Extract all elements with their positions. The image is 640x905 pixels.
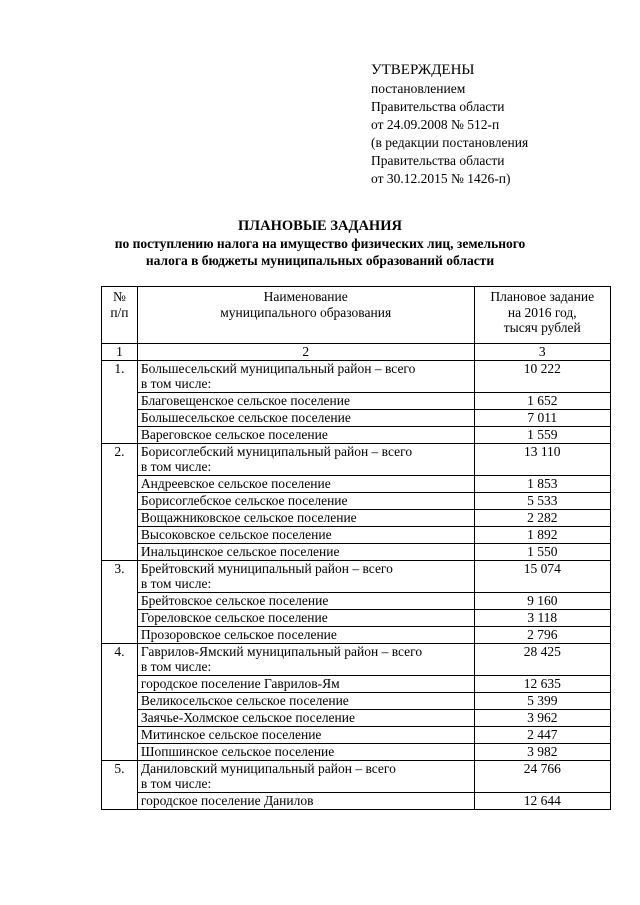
settlement-row xyxy=(102,509,611,526)
district-value: 10 222 xyxy=(474,360,610,392)
title-line: налога в бюджеты муниципальных образований области xyxy=(145,253,495,268)
approval-line: Правительства области xyxy=(371,99,505,114)
settlement-name: Митинское сельское поселение xyxy=(137,726,474,743)
header-name-line: муниципального образования xyxy=(220,304,392,320)
settlement-name: Борисоглебское сельское поселение xyxy=(137,492,474,509)
settlement-value: 2 282 xyxy=(474,509,610,526)
settlement-row xyxy=(102,726,611,743)
settlement-value: 1 652 xyxy=(474,392,610,409)
settlement-value: 5 533 xyxy=(474,492,610,509)
district-number: 4. xyxy=(102,643,138,760)
settlement-row xyxy=(102,692,611,709)
settlement-row xyxy=(102,609,611,626)
header-num xyxy=(102,287,138,344)
settlement-name: Большесельское сельское поселение xyxy=(137,409,474,426)
settlement-row xyxy=(102,743,611,760)
header-value-line: на 2016 год, xyxy=(507,304,577,320)
header-num-line: п/п xyxy=(110,304,129,320)
settlement-row xyxy=(102,492,611,509)
settlement-name: Заячье-Холмское сельское поселение xyxy=(137,709,474,726)
settlement-row xyxy=(102,526,611,543)
district-name: Гаврилов-Ямский муниципальный район – всего xyxy=(140,643,423,659)
settlement-value: 1 892 xyxy=(474,526,610,543)
settlement-name: Вареговское сельское поселение xyxy=(137,426,474,443)
district-number: 2. xyxy=(102,443,138,560)
header-value-line: тысяч рублей xyxy=(503,320,581,335)
district-value: 24 766 xyxy=(474,760,610,792)
district-name-cell xyxy=(137,760,474,792)
plan-table-body xyxy=(102,360,611,809)
settlement-row xyxy=(102,392,611,409)
district-value: 15 074 xyxy=(474,560,610,592)
header-num-line: № xyxy=(112,289,126,304)
settlement-row xyxy=(102,543,611,560)
settlement-row xyxy=(102,626,611,643)
settlement-value: 3 118 xyxy=(474,609,610,626)
column-number: 3 xyxy=(474,344,610,361)
district-name: Борисоглебский муниципальный район – всего xyxy=(140,443,413,459)
settlement-row xyxy=(102,475,611,492)
settlement-row xyxy=(102,792,611,809)
district-name-cell xyxy=(137,643,474,675)
settlement-name: городское поселение Гаврилов-Ям xyxy=(137,675,474,692)
district-value: 28 425 xyxy=(474,643,610,675)
district-subtitle: в том числе: xyxy=(140,659,212,674)
settlement-name: Прозоровское сельское поселение xyxy=(137,626,474,643)
settlement-row xyxy=(102,592,611,609)
header-value xyxy=(474,287,610,344)
settlement-name: Инальцинское сельское поселение xyxy=(137,543,474,560)
settlement-value: 3 982 xyxy=(474,743,610,760)
district-name-cell xyxy=(137,360,474,392)
settlement-name: Вощажниковское сельское поселение xyxy=(137,509,474,526)
district-number: 1. xyxy=(102,360,138,443)
column-number: 2 xyxy=(137,344,474,361)
settlement-name: Высоковское сельское поселение xyxy=(137,526,474,543)
settlement-row xyxy=(102,409,611,426)
district-row xyxy=(102,760,611,792)
settlement-value: 7 011 xyxy=(474,409,610,426)
settlement-name: Гореловское сельское поселение xyxy=(137,609,474,626)
settlement-value: 12 644 xyxy=(474,792,610,809)
district-row xyxy=(102,443,611,475)
column-number-row xyxy=(102,344,611,361)
settlement-name: Благовещенское сельское поселение xyxy=(137,392,474,409)
settlement-name: Шопшинское сельское поселение xyxy=(137,743,474,760)
settlement-value: 3 962 xyxy=(474,709,610,726)
settlement-value: 1 853 xyxy=(474,475,610,492)
settlement-name: Андреевское сельское поселение xyxy=(137,475,474,492)
approval-line: от 24.09.2008 № 512-п xyxy=(371,117,500,132)
district-subtitle: в том числе: xyxy=(140,376,212,391)
approval-line: от 30.12.2015 № 1426-п) xyxy=(371,171,511,186)
settlement-row xyxy=(102,675,611,692)
settlement-row xyxy=(102,426,611,443)
district-name: Брейтовский муниципальный район – всего xyxy=(140,560,393,576)
settlement-value: 9 160 xyxy=(474,592,610,609)
settlement-value: 2 796 xyxy=(474,626,610,643)
district-value: 13 110 xyxy=(474,443,610,475)
district-subtitle: в том числе: xyxy=(140,459,212,474)
settlement-value: 2 447 xyxy=(474,726,610,743)
district-number: 3. xyxy=(102,560,138,643)
title-line: по поступлению налога на имущество физических лиц, земельного xyxy=(114,236,526,251)
settlement-value: 5 399 xyxy=(474,692,610,709)
district-row xyxy=(102,560,611,592)
district-name-cell xyxy=(137,560,474,592)
header-value-line: Плановое задание xyxy=(490,289,595,304)
approval-line: постановлением xyxy=(371,81,466,96)
settlement-name: городское поселение Данилов xyxy=(137,792,474,809)
district-subtitle: в том числе: xyxy=(140,776,212,791)
settlement-value: 12 635 xyxy=(474,675,610,692)
title-line: ПЛАНОВЫЕ ЗАДАНИЯ xyxy=(238,218,402,234)
plan-table xyxy=(101,286,611,810)
district-row xyxy=(102,643,611,675)
column-number: 1 xyxy=(102,344,138,361)
settlement-row xyxy=(102,709,611,726)
settlement-value: 1 550 xyxy=(474,543,610,560)
district-name: Даниловский муниципальный район – всего xyxy=(140,760,396,776)
approval-heading: УТВЕРЖДЕНЫ xyxy=(371,62,475,78)
settlement-value: 1 559 xyxy=(474,426,610,443)
settlement-name: Великосельское сельское поселение xyxy=(137,692,474,709)
header-name xyxy=(137,287,474,344)
approval-line: (в редакции постановления xyxy=(371,135,529,150)
district-number: 5. xyxy=(102,760,138,809)
district-name: Большесельский муниципальный район – всего xyxy=(140,360,416,376)
approval-block xyxy=(371,60,528,188)
settlement-name: Брейтовское сельское поселение xyxy=(137,592,474,609)
approval-line: Правительства области xyxy=(371,153,505,168)
table-header-row xyxy=(102,287,611,344)
header-name-line: Наименование xyxy=(263,289,348,304)
document-title xyxy=(0,217,640,269)
district-row xyxy=(102,360,611,392)
district-name-cell xyxy=(137,443,474,475)
district-subtitle: в том числе: xyxy=(140,576,212,591)
